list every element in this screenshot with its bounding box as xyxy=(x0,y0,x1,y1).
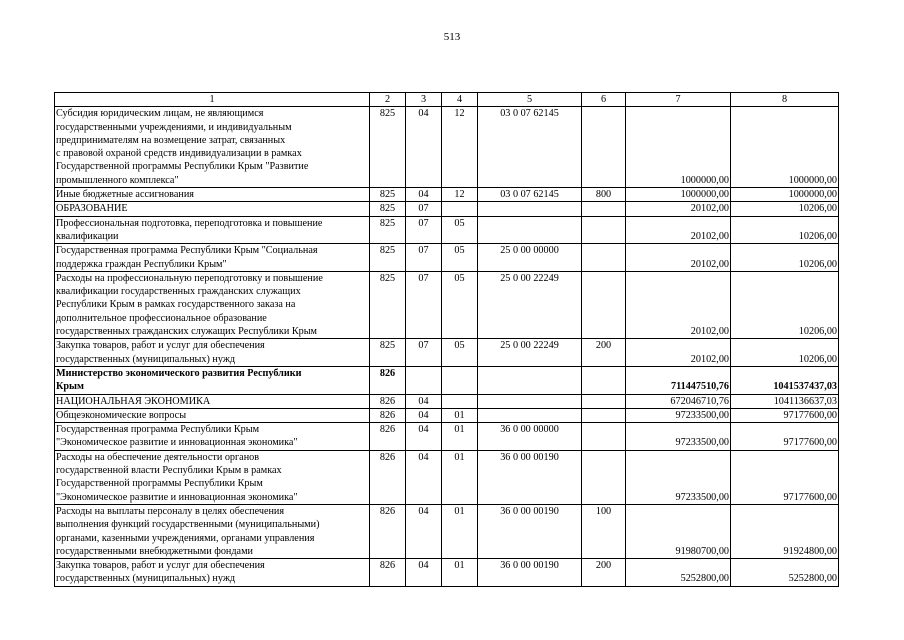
code-cell: 826 xyxy=(370,450,406,504)
code-cell: 825 xyxy=(370,244,406,272)
table-body xyxy=(55,107,839,586)
expense-type-cell xyxy=(582,216,626,244)
section-cell: 04 xyxy=(406,107,442,188)
code-cell: 825 xyxy=(370,216,406,244)
amount-cell: 97177600,00 xyxy=(731,423,839,451)
amount-cell: 10206,00 xyxy=(731,244,839,272)
amount-cell: 20102,00 xyxy=(626,202,731,216)
table-row xyxy=(55,366,839,394)
amount-cell: 1000000,00 xyxy=(731,188,839,202)
amount-cell: 10206,00 xyxy=(731,271,839,338)
row-name-cell: Общеэкономические вопросы xyxy=(55,408,370,422)
target-article-cell xyxy=(478,408,582,422)
row-name-cell: Иные бюджетные ассигнования xyxy=(55,188,370,202)
expense-type-cell xyxy=(582,244,626,272)
row-name-cell: Государственная программа Республики Крым "Социальная поддержка граждан Республики Крым" xyxy=(55,244,370,272)
section-cell: 04 xyxy=(406,450,442,504)
row-name-cell: Расходы на обеспечение деятельности органов государственной власти Республики Крым в рамках Государственной программы Республики Крым "Экономическое развитие и инновационная экономика" xyxy=(55,450,370,504)
target-article-cell: 03 0 07 62145 xyxy=(478,107,582,188)
amount-cell: 20102,00 xyxy=(626,216,731,244)
table-row xyxy=(55,450,839,504)
column-header: 3 xyxy=(406,93,442,107)
code-cell: 826 xyxy=(370,504,406,558)
target-article-cell: 36 0 00 00190 xyxy=(478,450,582,504)
subsection-cell: 05 xyxy=(442,271,478,338)
page-number: 513 xyxy=(443,31,461,43)
amount-cell: 10206,00 xyxy=(731,216,839,244)
table-row xyxy=(55,216,839,244)
expense-type-cell: 200 xyxy=(582,559,626,587)
amount-cell: 1041537437,03 xyxy=(731,366,839,394)
expense-type-cell: 100 xyxy=(582,504,626,558)
section-cell: 04 xyxy=(406,504,442,558)
expense-type-cell xyxy=(582,394,626,408)
amount-cell: 97233500,00 xyxy=(626,450,731,504)
amount-cell: 97177600,00 xyxy=(731,408,839,422)
amount-cell: 20102,00 xyxy=(626,271,731,338)
column-header: 5 xyxy=(478,93,582,107)
row-name-cell: Субсидия юридическим лицам, не являющимся государственными учреждениями, и индивидуальным предпринимателям на возмещение затрат, связанных с правовой охраной средств индивидуализации в рамках Государственной программы Республики Крым "Развитие промышленного комплекса" xyxy=(55,107,370,188)
subsection-cell: 01 xyxy=(442,504,478,558)
code-cell: 826 xyxy=(370,394,406,408)
subsection-cell: 01 xyxy=(442,450,478,504)
subsection-cell: 01 xyxy=(442,408,478,422)
row-name-cell: Закупка товаров, работ и услуг для обеспечения государственных (муниципальных) нужд xyxy=(55,339,370,367)
amount-cell: 97233500,00 xyxy=(626,423,731,451)
code-cell: 825 xyxy=(370,188,406,202)
amount-cell: 91980700,00 xyxy=(626,504,731,558)
subsection-cell: 05 xyxy=(442,244,478,272)
amount-cell: 711447510,76 xyxy=(626,366,731,394)
section-cell xyxy=(406,366,442,394)
expense-type-cell xyxy=(582,423,626,451)
amount-cell: 1000000,00 xyxy=(731,107,839,188)
budget-table xyxy=(54,92,839,587)
table-row xyxy=(55,408,839,422)
section-cell: 04 xyxy=(406,394,442,408)
column-header: 1 xyxy=(55,93,370,107)
code-cell: 825 xyxy=(370,339,406,367)
row-name-cell: Расходы на выплаты персоналу в целях обеспечения выполнения функций государственными (муниципальными) органами, казенными учреждениями, органами управления государственными внебюджетными фондами xyxy=(55,504,370,558)
target-article-cell xyxy=(478,394,582,408)
expense-type-cell xyxy=(582,408,626,422)
target-article-cell: 25 0 00 22249 xyxy=(478,339,582,367)
table-row xyxy=(55,339,839,367)
row-name-cell: Министерство экономического развития Республики Крым xyxy=(55,366,370,394)
target-article-cell xyxy=(478,216,582,244)
amount-cell: 672046710,76 xyxy=(626,394,731,408)
table-row xyxy=(55,188,839,202)
amount-cell: 5252800,00 xyxy=(626,559,731,587)
code-cell: 825 xyxy=(370,202,406,216)
column-header: 4 xyxy=(442,93,478,107)
code-cell: 825 xyxy=(370,271,406,338)
amount-cell: 5252800,00 xyxy=(731,559,839,587)
subsection-cell: 12 xyxy=(442,188,478,202)
table-row xyxy=(55,107,839,188)
row-name-cell: Закупка товаров, работ и услуг для обеспечения государственных (муниципальных) нужд xyxy=(55,559,370,587)
amount-cell: 10206,00 xyxy=(731,202,839,216)
table-row xyxy=(55,394,839,408)
expense-type-cell xyxy=(582,366,626,394)
section-cell: 04 xyxy=(406,559,442,587)
target-article-cell: 25 0 00 22249 xyxy=(478,271,582,338)
row-name-cell: Профессиональная подготовка, переподготовка и повышение квалификации xyxy=(55,216,370,244)
amount-cell: 20102,00 xyxy=(626,244,731,272)
subsection-cell: 05 xyxy=(442,339,478,367)
section-cell: 07 xyxy=(406,244,442,272)
section-cell: 04 xyxy=(406,188,442,202)
expense-type-cell xyxy=(582,271,626,338)
subsection-cell: 05 xyxy=(442,216,478,244)
expense-type-cell xyxy=(582,202,626,216)
column-header: 6 xyxy=(582,93,626,107)
amount-cell: 20102,00 xyxy=(626,339,731,367)
target-article-cell xyxy=(478,202,582,216)
target-article-cell: 36 0 00 00190 xyxy=(478,559,582,587)
column-header: 2 xyxy=(370,93,406,107)
target-article-cell: 36 0 00 00000 xyxy=(478,423,582,451)
expense-type-cell: 800 xyxy=(582,188,626,202)
target-article-cell: 03 0 07 62145 xyxy=(478,188,582,202)
column-header: 8 xyxy=(731,93,839,107)
expense-type-cell xyxy=(582,107,626,188)
code-cell: 825 xyxy=(370,107,406,188)
subsection-cell: 01 xyxy=(442,559,478,587)
amount-cell: 1000000,00 xyxy=(626,188,731,202)
row-name-cell: ОБРАЗОВАНИЕ xyxy=(55,202,370,216)
target-article-cell: 25 0 00 00000 xyxy=(478,244,582,272)
code-cell: 826 xyxy=(370,408,406,422)
section-cell: 07 xyxy=(406,202,442,216)
subsection-cell xyxy=(442,202,478,216)
target-article-cell xyxy=(478,366,582,394)
amount-cell: 91924800,00 xyxy=(731,504,839,558)
amount-cell: 1000000,00 xyxy=(626,107,731,188)
amount-cell: 97233500,00 xyxy=(626,408,731,422)
expense-type-cell xyxy=(582,450,626,504)
table-row xyxy=(55,202,839,216)
section-cell: 07 xyxy=(406,339,442,367)
amount-cell: 1041136637,03 xyxy=(731,394,839,408)
section-cell: 04 xyxy=(406,423,442,451)
table-row xyxy=(55,423,839,451)
row-name-cell: Государственная программа Республики Крым "Экономическое развитие и инновационная экономика" xyxy=(55,423,370,451)
subsection-cell xyxy=(442,366,478,394)
code-cell: 826 xyxy=(370,366,406,394)
section-cell: 07 xyxy=(406,216,442,244)
amount-cell: 10206,00 xyxy=(731,339,839,367)
expense-type-cell: 200 xyxy=(582,339,626,367)
subsection-cell: 12 xyxy=(442,107,478,188)
subsection-cell xyxy=(442,394,478,408)
header-row xyxy=(55,93,839,107)
row-name-cell: Расходы на профессиональную переподготовку и повышение квалификации государственных гражданских служащих Республики Крым в рамках государственного заказа на дополнительное профессиональное образование государственных гражданских служащих Республики Крым xyxy=(55,271,370,338)
section-cell: 07 xyxy=(406,271,442,338)
table-row xyxy=(55,559,839,587)
column-header: 7 xyxy=(626,93,731,107)
code-cell: 826 xyxy=(370,559,406,587)
section-cell: 04 xyxy=(406,408,442,422)
row-name-cell: НАЦИОНАЛЬНАЯ ЭКОНОМИКА xyxy=(55,394,370,408)
subsection-cell: 01 xyxy=(442,423,478,451)
table-row xyxy=(55,244,839,272)
table-row xyxy=(55,271,839,338)
table-row xyxy=(55,504,839,558)
code-cell: 826 xyxy=(370,423,406,451)
target-article-cell: 36 0 00 00190 xyxy=(478,504,582,558)
amount-cell: 97177600,00 xyxy=(731,450,839,504)
